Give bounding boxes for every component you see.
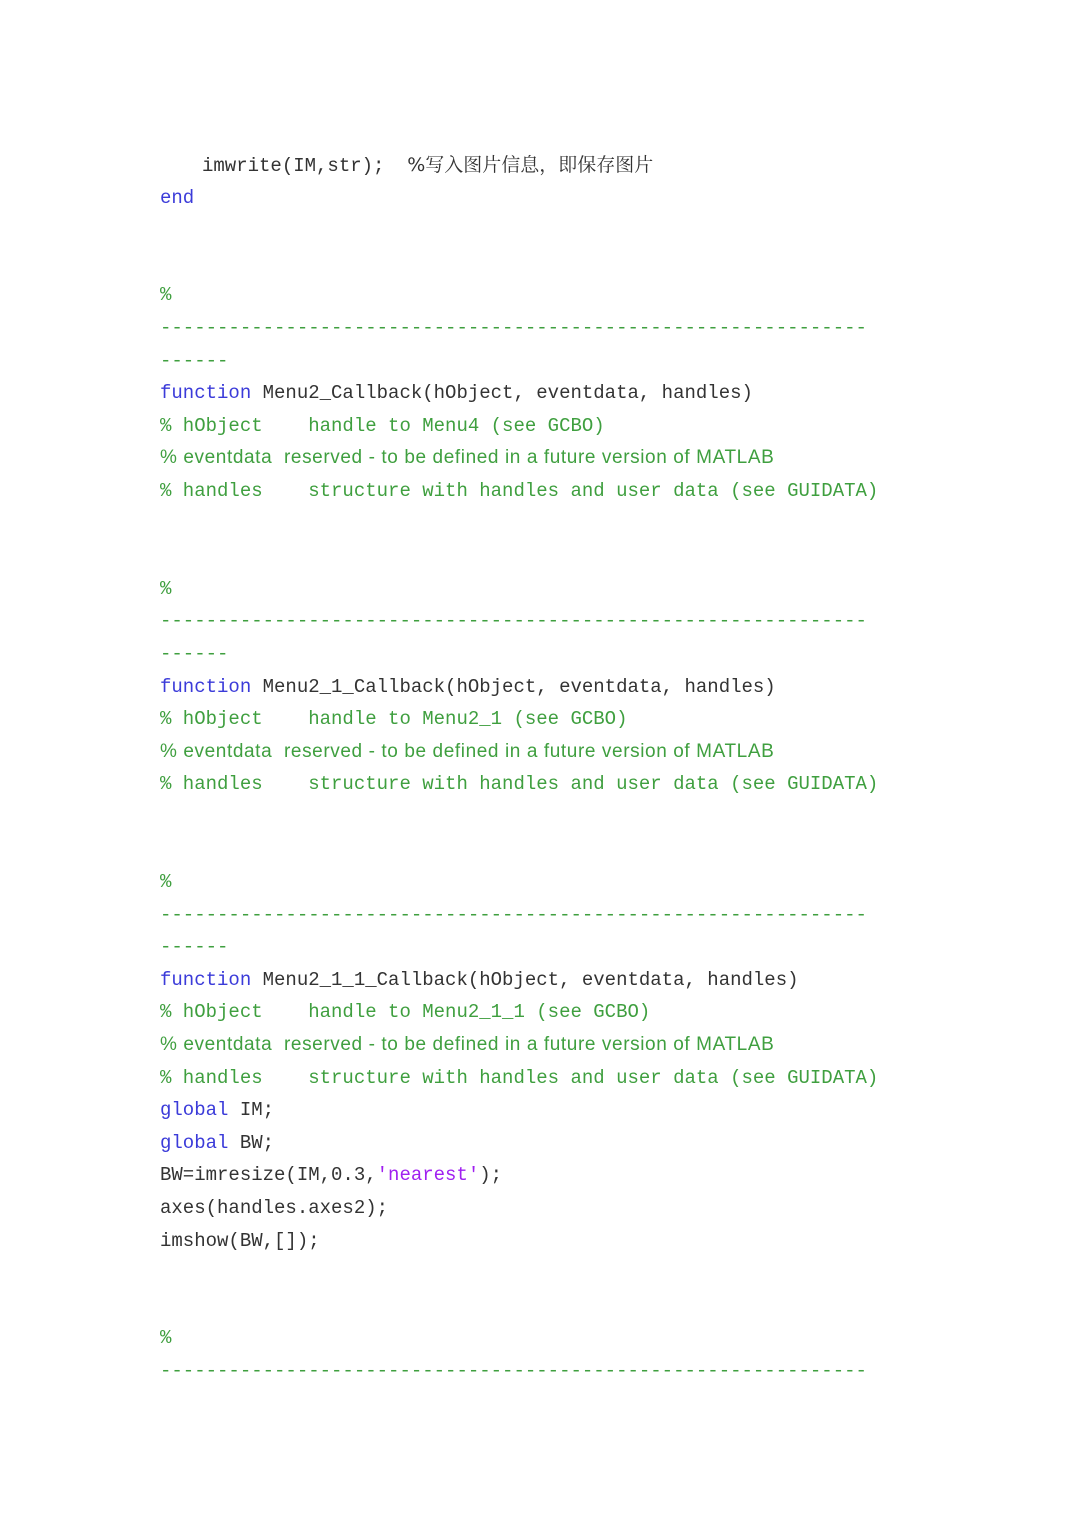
blank-line [160,247,960,280]
comment-text: ------ [160,349,229,372]
code-line [160,312,960,345]
code-line [160,866,960,899]
comment-text: ------ [160,936,229,959]
code-text: axes(handles.axes2); [160,1197,389,1219]
blank-line [160,540,960,573]
comment-text: % eventdata reserved - to be defined in a future version of MATLAB [160,447,775,469]
code-line [160,899,960,932]
code-line [160,1322,960,1355]
code-text: Menu2_Callback(hObject, eventdata, handles) [251,382,753,405]
code-line [160,279,960,312]
code-line [160,377,960,410]
code-line [160,410,960,443]
comment-text: ------ [160,642,229,665]
comment-text: % hObject handle to Menu4 (see GCBO) [160,414,605,437]
code-line [160,475,960,508]
comment-text: -------------------------------------------------------------- [160,610,867,633]
comment-text: % [160,284,172,307]
comment-text: -------------------------------------------------------------- [160,1359,867,1382]
code-line [160,671,960,704]
blank-line [160,801,960,834]
comment-text: % eventdata reserved - to be defined in a future version of MATLAB [160,1034,775,1056]
keyword: global [160,1131,229,1154]
comment-text: % eventdata reserved - to be defined in a future version of MATLAB [160,740,775,762]
code-text: BW; [228,1131,275,1154]
comment-text: % hObject handle to Menu2_1_1 (see GCBO) [160,1001,651,1024]
keyword: function [160,675,252,698]
code-line [160,964,960,997]
code-line [160,182,960,215]
code-text: ); [479,1164,503,1187]
code-line [160,996,960,1029]
keyword: global [160,1099,229,1122]
comment-text: % handles structure with handles and user data (see GUIDATA) [160,1066,879,1089]
comment-text: % [160,577,172,600]
comment-text: % hObject handle to Menu2_1 (see GCBO) [160,708,628,731]
blank-line [160,1290,960,1323]
code-line [160,442,960,475]
code-line [160,931,960,964]
code-line [160,1127,960,1160]
comment-text: -------------------------------------------------------------- [160,316,867,339]
code-text: IM; [228,1099,275,1122]
blank-line [160,508,960,541]
code-line [160,1094,960,1127]
blank-line [160,214,960,247]
code-line [160,345,960,378]
code-line [160,1159,960,1192]
code-line [160,149,960,182]
keyword: function [160,382,252,405]
code-text: Menu2_1_1_Callback(hObject, eventdata, handles) [251,968,799,991]
code-line [160,1029,960,1062]
code-line [160,1225,960,1258]
comment-text: -------------------------------------------------------------- [160,903,867,926]
code-text: Menu2_1_Callback(hObject, eventdata, handles) [251,675,776,698]
comment-text: % [160,1327,172,1350]
code-listing [160,149,960,1388]
code-line [160,703,960,736]
code-text: imwrite(IM,str); [202,155,408,177]
code-line [160,605,960,638]
keyword: end [160,186,195,209]
code-text: imshow(BW,[]); [160,1229,320,1252]
code-line [160,736,960,769]
code-line [160,1355,960,1388]
comment-text: % handles structure with handles and user data (see GUIDATA) [160,479,879,502]
code-line [160,638,960,671]
keyword: function [160,968,252,991]
blank-line [160,833,960,866]
code-line [160,573,960,606]
string-literal: 'nearest' [376,1164,480,1187]
blank-line [160,1257,960,1290]
code-line [160,1192,960,1225]
comment-text: % handles structure with handles and user data (see GUIDATA) [160,773,879,796]
code-line [160,768,960,801]
inline-comment: %写入图片信息，即保存图片 [407,154,654,176]
comment-text: % [160,871,172,894]
code-text: BW=imresize(IM,0.3, [160,1164,377,1187]
code-line [160,1062,960,1095]
